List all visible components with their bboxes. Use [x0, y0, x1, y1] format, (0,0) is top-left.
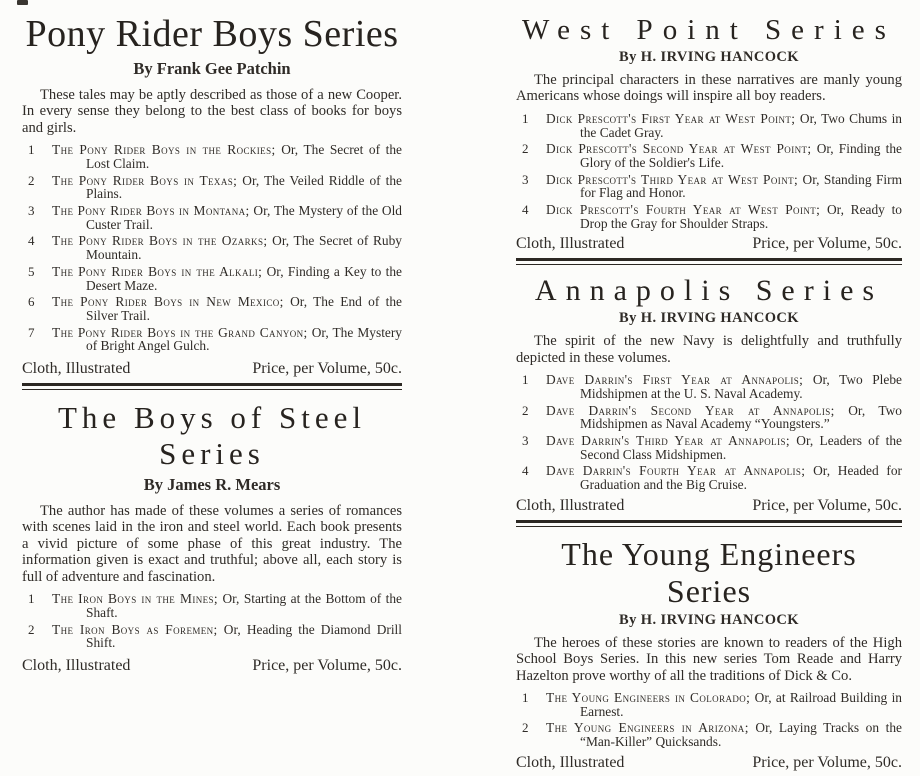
- book-list-item: [22, 295, 402, 322]
- section-young-engineers: [516, 536, 902, 772]
- book-list-item: [516, 203, 902, 230]
- section-title: West Point Series: [522, 14, 896, 46]
- right-column: [516, 0, 902, 776]
- binding-price-line: [22, 360, 402, 378]
- book-list-item: [516, 373, 902, 400]
- book-list-item: [516, 691, 902, 718]
- book-number: 2: [522, 402, 529, 418]
- section-west-point: [516, 14, 902, 253]
- book-number: 2: [28, 172, 35, 188]
- book-number: 6: [28, 294, 35, 310]
- book-subtitle: Or, Two Chums in the Cadet Gray.: [580, 110, 902, 140]
- book-list-item: [22, 204, 402, 231]
- section-byline: By H. IRVING HANCOCK: [619, 611, 799, 628]
- book-title: The Pony Rider Boys in the Grand Canyon;: [52, 324, 308, 340]
- section-byline: By H. IRVING HANCOCK: [619, 49, 799, 65]
- book-list-item: [22, 623, 402, 650]
- book-title: The Iron Boys as Foremen;: [52, 621, 218, 637]
- book-subtitle: Or, Starting at the Bottom of the Shaft.: [86, 591, 402, 620]
- book-subtitle: Or, at Railroad Building in Earnest.: [580, 690, 902, 719]
- book-subtitle: Or, Finding the Glory of the Soldier's Life.: [580, 141, 902, 170]
- left-column: [22, 0, 402, 680]
- book-subtitle: Or, Leaders of the Second Class Midshipmen.: [580, 433, 902, 462]
- binding-info: Cloth, Illustrated: [22, 359, 131, 377]
- book-title: Dick Prescott's Second Year at West Point;: [546, 141, 812, 157]
- book-number: 1: [28, 142, 35, 158]
- section-title: The Boys of Steel Series: [58, 399, 366, 471]
- book-title: Dick Prescott's Fourth Year at West Point;: [546, 202, 821, 217]
- book-subtitle: Or, Laying Tracks on the “Man-Killer” Quicksands.: [580, 720, 902, 750]
- book-subtitle: Or, Finding a Key to the Desert Maze.: [86, 263, 402, 293]
- book-list: [516, 691, 902, 749]
- book-list: [516, 373, 902, 491]
- section-intro: The author has made of these volumes a series of romances with scenes laid in the iron and steel world. Each book presents a vivid picture of some phase of this great industry. The information given is exact and truthful; above all, each story is full of adventure and fascination.: [22, 502, 402, 585]
- book-subtitle: Or, Standing Firm for Flag and Honor.: [580, 171, 902, 201]
- book-number: 1: [522, 110, 529, 126]
- section-title: The Young Engineers Series: [561, 535, 857, 609]
- book-number: 3: [28, 203, 35, 219]
- book-subtitle: Or, The Secret of Ruby Mountain.: [86, 233, 402, 263]
- book-title: Dave Darrin's First Year at Annapolis;: [546, 372, 804, 388]
- book-subtitle: Or, The Mystery of the Old Custer Trail.: [86, 203, 402, 232]
- book-list-item: [516, 142, 902, 169]
- book-subtitle: Or, Headed for Graduation and the Big Cruise.: [580, 463, 902, 493]
- section-pony-rider-boys: [22, 12, 402, 378]
- section-title: Pony Rider Boys Series: [25, 13, 399, 55]
- book-list-item: [22, 143, 402, 170]
- book-number: 4: [522, 463, 529, 479]
- section-byline: By H. IRVING HANCOCK: [619, 310, 799, 327]
- book-number: 5: [28, 263, 35, 279]
- section-intro: The principal characters in these narratives are manly young Americans whose doings will inspire all boy readers.: [516, 72, 902, 105]
- book-title: The Iron Boys in the Mines;: [52, 591, 219, 607]
- book-title: Dave Darrin's Second Year at Annapolis;: [546, 402, 835, 418]
- book-title: The Pony Rider Boys in the Alkali;: [52, 263, 263, 279]
- book-title: The Pony Rider Boys in the Rockies;: [52, 142, 276, 158]
- binding-info: Cloth, Illustrated: [516, 235, 625, 253]
- book-number: 3: [522, 171, 529, 187]
- price-info: Price, per Volume, 50c.: [252, 656, 402, 674]
- section-title: Annapolis Series: [534, 274, 884, 308]
- book-subtitle: Or, Two Midshipmen as Naval Academy “Youngsters.”: [580, 402, 902, 432]
- book-title: The Young Engineers in Arizona;: [546, 720, 749, 736]
- book-number: 1: [522, 690, 529, 706]
- binding-price-line: [516, 235, 902, 253]
- section-annapolis: [516, 274, 902, 514]
- book-list: [22, 143, 402, 352]
- book-number: 1: [522, 372, 529, 388]
- price-info: Price, per Volume, 50c.: [252, 359, 402, 377]
- book-number: 4: [28, 233, 35, 249]
- book-list: [22, 592, 402, 650]
- book-subtitle: Or, Ready to Drop the Gray for Shoulder Straps.: [580, 202, 902, 231]
- book-title: The Pony Rider Boys in the Ozarks;: [52, 233, 268, 249]
- book-list-item: [516, 112, 902, 139]
- price-info: Price, per Volume, 50c.: [752, 753, 902, 771]
- section-boys-of-steel: [22, 400, 402, 675]
- book-title: Dave Darrin's Third Year at Annapolis;: [546, 433, 790, 448]
- section-intro: These tales may be aptly described as those of a new Cooper. In every sense they belong to the best class of books for boys and girls.: [22, 87, 402, 136]
- book-list-item: [22, 174, 402, 201]
- book-list-item: [22, 592, 402, 619]
- binding-price-line: [516, 497, 902, 515]
- book-subtitle: Or, The Secret of the Lost Claim.: [86, 142, 402, 172]
- book-subtitle: Or, The Veiled Riddle of the Plains.: [86, 172, 402, 202]
- book-list-item: [516, 404, 902, 431]
- binding-info: Cloth, Illustrated: [516, 496, 625, 514]
- book-title: The Pony Rider Boys in New Mexico;: [52, 294, 284, 310]
- price-info: Price, per Volume, 50c.: [752, 496, 902, 514]
- binding-info: Cloth, Illustrated: [516, 753, 625, 771]
- book-number: 2: [28, 621, 35, 637]
- binding-price-line: [22, 657, 402, 675]
- book-number: 2: [522, 141, 529, 157]
- book-title: The Pony Rider Boys in Montana;: [52, 203, 250, 219]
- section-divider-rule: [22, 383, 402, 390]
- book-list-item: [22, 265, 402, 292]
- book-number: 2: [522, 720, 529, 736]
- section-intro: The heroes of these stories are known to readers of the High School Boys Series. In this new series Tom Reade and Harry Hazelton prove worthy of all the traditions of Dick & Co.: [516, 634, 902, 684]
- section-intro: The spirit of the new Navy is delightfully and truthfully depicted in these volumes.: [516, 333, 902, 366]
- book-subtitle: Or, Heading the Diamond Drill Shift.: [86, 621, 402, 651]
- book-list-item: [516, 721, 902, 748]
- book-list-item: [516, 434, 902, 461]
- section-divider-rule: [516, 258, 902, 265]
- book-number: 7: [28, 324, 35, 340]
- section-byline: By Frank Gee Patchin: [133, 59, 291, 78]
- book-title: Dick Prescott's Third Year at West Point;: [546, 171, 799, 187]
- book-number: 3: [522, 433, 529, 448]
- book-title: The Young Engineers in Colorado;: [546, 690, 751, 706]
- price-info: Price, per Volume, 50c.: [752, 235, 902, 253]
- book-list-item: [22, 326, 402, 353]
- section-divider-rule: [516, 520, 902, 527]
- book-number: 1: [28, 591, 35, 607]
- book-list-item: [22, 234, 402, 261]
- book-title: Dick Prescott's First Year at West Point;: [546, 110, 796, 126]
- book-subtitle: Or, Two Plebe Midshipmen at the U. S. Naval Academy.: [580, 372, 902, 401]
- section-byline: By James R. Mears: [143, 474, 281, 494]
- binding-price-line: [516, 754, 902, 772]
- book-title: Dave Darrin's Fourth Year at Annapolis;: [546, 463, 806, 479]
- book-title: The Pony Rider Boys in Texas;: [52, 172, 238, 188]
- book-subtitle: Or, The Mystery of Bright Angel Gulch.: [86, 324, 403, 354]
- book-number: 4: [522, 202, 529, 217]
- book-list-item: [516, 464, 902, 491]
- book-list: [516, 112, 902, 230]
- book-subtitle: Or, The End of the Silver Trail.: [86, 294, 402, 323]
- book-list-item: [516, 173, 902, 200]
- binding-info: Cloth, Illustrated: [22, 656, 131, 674]
